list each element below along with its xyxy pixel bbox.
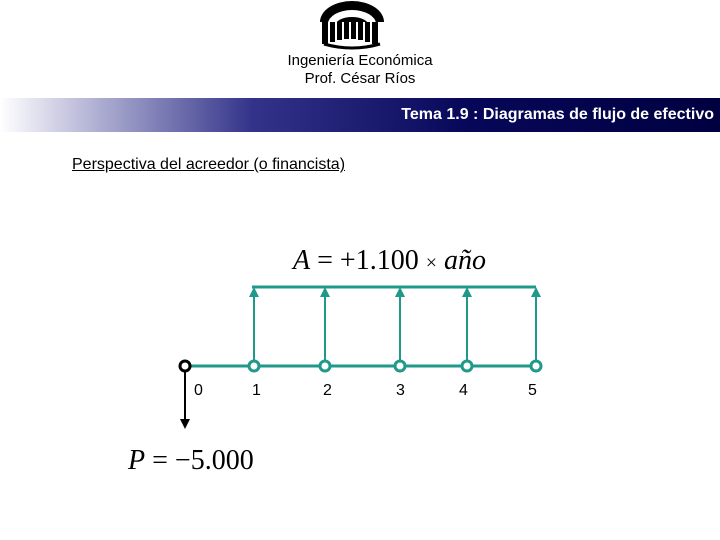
annuity-unit: año (443, 245, 486, 276)
period-node-4 (462, 361, 472, 371)
present-value: = −5.000 (152, 445, 254, 476)
period-label-0: 0 (194, 382, 203, 399)
period-label-1: 1 (252, 382, 261, 399)
present-value-formula (127, 445, 254, 476)
period-label-2: 2 (323, 382, 332, 399)
period-node-2 (320, 361, 330, 371)
professor-name: Prof. César Ríos (304, 70, 416, 87)
annuity-symbol: A (293, 245, 311, 276)
period-node-5 (531, 361, 541, 371)
period-node-3 (395, 361, 405, 371)
perspective-subtitle: Perspectiva del acreedor (o financista) (72, 156, 346, 173)
period-label-4: 4 (459, 382, 468, 399)
period-node-1 (249, 361, 259, 371)
annuity-formula (291, 245, 486, 276)
period-label-5: 5 (528, 382, 537, 399)
annuity-value: = +1.100 (317, 245, 419, 276)
course-title: Ingeniería Económica (287, 52, 433, 69)
period-label-3: 3 (396, 382, 405, 399)
annuity-times: × (425, 252, 437, 274)
present-symbol: P (128, 445, 146, 476)
topic-title: Tema 1.9 : Diagramas de flujo de efectivo (401, 106, 714, 123)
period-node-0 (180, 361, 190, 371)
